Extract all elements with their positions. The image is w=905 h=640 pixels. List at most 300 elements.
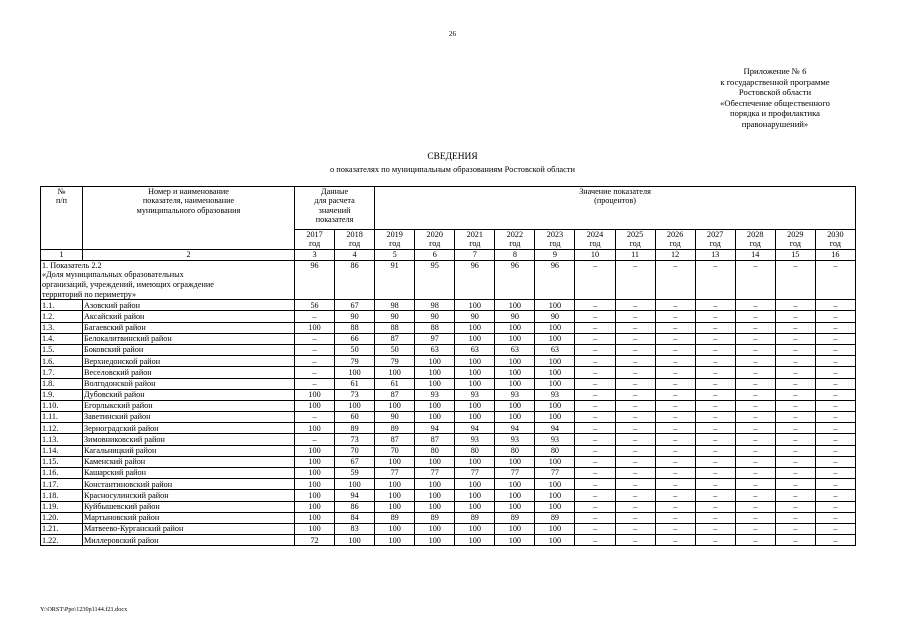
value-cell: 100 xyxy=(335,400,375,411)
appendix-line: «Обеспечение общественного xyxy=(720,97,830,108)
header-value: Значение показателя (процентов) xyxy=(375,187,856,230)
year-header: 2021 год xyxy=(455,230,495,250)
value-cell: 66 xyxy=(335,333,375,344)
value-cell: – xyxy=(815,378,855,389)
value-cell: – xyxy=(655,512,695,523)
value-cell: 100 xyxy=(495,456,535,467)
value-cell: 90 xyxy=(375,412,415,423)
table-row xyxy=(41,479,856,490)
value-cell: 100 xyxy=(455,400,495,411)
value-cell: 100 xyxy=(455,333,495,344)
appendix-line: порядка и профилактика xyxy=(729,108,820,119)
value-cell: 90 xyxy=(375,311,415,322)
value-cell: 100 xyxy=(455,501,495,512)
row-number: 1.2. xyxy=(41,311,83,322)
value-cell: – xyxy=(615,490,655,501)
value-cell: 100 xyxy=(335,479,375,490)
district-name: Багаевский район xyxy=(83,322,295,333)
value-cell: – xyxy=(735,300,775,311)
value-cell: – xyxy=(735,434,775,445)
year-header: 2024 год xyxy=(575,230,615,250)
value-cell: – xyxy=(295,333,335,344)
value-cell: 50 xyxy=(335,344,375,355)
column-number: 14 xyxy=(735,249,775,260)
district-name: Кагальницкий район xyxy=(83,445,295,456)
value-cell: 100 xyxy=(495,412,535,423)
column-number: 11 xyxy=(615,249,655,260)
table-row xyxy=(41,389,856,400)
value-cell: 100 xyxy=(455,356,495,367)
value-cell: 100 xyxy=(535,300,575,311)
appendix-line: к государственной программе xyxy=(720,76,830,87)
value-cell: – xyxy=(775,344,815,355)
value-cell: – xyxy=(775,311,815,322)
value-cell: – xyxy=(655,356,695,367)
value-cell: – xyxy=(295,344,335,355)
value-cell: – xyxy=(775,434,815,445)
value-cell: 87 xyxy=(415,434,455,445)
indicator-value: – xyxy=(615,260,655,299)
value-cell: 100 xyxy=(375,367,415,378)
value-cell: – xyxy=(655,434,695,445)
indicator-value: – xyxy=(655,260,695,299)
value-cell: – xyxy=(575,490,615,501)
value-cell: 100 xyxy=(335,367,375,378)
district-name: Азовский район xyxy=(83,300,295,311)
value-cell: – xyxy=(575,445,615,456)
district-name: Матвеево-Курганский район xyxy=(83,523,295,534)
value-cell: 100 xyxy=(375,400,415,411)
value-cell: 100 xyxy=(295,322,335,333)
value-cell: – xyxy=(575,412,615,423)
value-cell: 61 xyxy=(335,378,375,389)
value-cell: 100 xyxy=(375,535,415,546)
value-cell: – xyxy=(735,344,775,355)
column-number: 7 xyxy=(455,249,495,260)
value-cell: 88 xyxy=(375,322,415,333)
value-cell: 73 xyxy=(335,389,375,400)
value-cell: – xyxy=(655,322,695,333)
value-cell: 50 xyxy=(375,344,415,355)
value-cell: – xyxy=(695,412,735,423)
row-number: 1.7. xyxy=(41,367,83,378)
value-cell: – xyxy=(695,456,735,467)
value-cell: 77 xyxy=(495,468,535,479)
value-cell: 97 xyxy=(415,333,455,344)
value-cell: – xyxy=(655,378,695,389)
appendix-block xyxy=(690,66,860,130)
value-cell: 100 xyxy=(295,512,335,523)
value-cell: 90 xyxy=(455,311,495,322)
value-cell: – xyxy=(735,490,775,501)
value-cell: 100 xyxy=(495,501,535,512)
value-cell: 87 xyxy=(375,389,415,400)
value-cell: – xyxy=(615,445,655,456)
value-cell: 89 xyxy=(375,512,415,523)
value-cell: 100 xyxy=(415,535,455,546)
value-cell: 100 xyxy=(495,400,535,411)
value-cell: 98 xyxy=(375,300,415,311)
value-cell: – xyxy=(695,333,735,344)
value-cell: – xyxy=(615,389,655,400)
value-cell: – xyxy=(655,456,695,467)
value-cell: – xyxy=(815,412,855,423)
indicator-value: – xyxy=(735,260,775,299)
value-cell: – xyxy=(655,523,695,534)
value-cell: – xyxy=(615,512,655,523)
column-number: 4 xyxy=(335,249,375,260)
value-cell: – xyxy=(815,512,855,523)
value-cell: – xyxy=(655,490,695,501)
value-cell: – xyxy=(615,300,655,311)
value-cell: 63 xyxy=(535,344,575,355)
value-cell: – xyxy=(615,479,655,490)
value-cell: 100 xyxy=(495,378,535,389)
value-cell: 100 xyxy=(535,490,575,501)
value-cell: – xyxy=(575,400,615,411)
value-cell: 100 xyxy=(415,456,455,467)
value-cell: 93 xyxy=(535,434,575,445)
year-header: 2026 год xyxy=(655,230,695,250)
value-cell: 100 xyxy=(455,535,495,546)
value-cell: – xyxy=(815,423,855,434)
header-row xyxy=(41,187,856,230)
value-cell: – xyxy=(575,356,615,367)
value-cell: 100 xyxy=(415,490,455,501)
table-row xyxy=(41,423,856,434)
value-cell: 100 xyxy=(495,356,535,367)
value-cell: 100 xyxy=(535,356,575,367)
value-cell: – xyxy=(575,322,615,333)
value-cell: 100 xyxy=(295,490,335,501)
column-number: 1 xyxy=(41,249,83,260)
value-cell: – xyxy=(735,456,775,467)
value-cell: – xyxy=(775,423,815,434)
value-cell: – xyxy=(775,456,815,467)
value-cell: 100 xyxy=(295,479,335,490)
value-cell: 94 xyxy=(495,423,535,434)
value-cell: 100 xyxy=(295,468,335,479)
header-num: № п/п xyxy=(41,187,83,250)
value-cell: 100 xyxy=(495,479,535,490)
value-cell: – xyxy=(615,412,655,423)
value-cell: – xyxy=(815,501,855,512)
value-cell: 100 xyxy=(415,412,455,423)
value-cell: 100 xyxy=(375,456,415,467)
value-cell: – xyxy=(815,367,855,378)
value-cell: – xyxy=(655,389,695,400)
value-cell: – xyxy=(575,468,615,479)
value-cell: 100 xyxy=(535,322,575,333)
value-cell: 89 xyxy=(455,512,495,523)
value-cell: – xyxy=(695,468,735,479)
row-number: 1.19. xyxy=(41,501,83,512)
value-cell: – xyxy=(575,333,615,344)
value-cell: 100 xyxy=(455,367,495,378)
year-header: 2029 год xyxy=(775,230,815,250)
value-cell: 100 xyxy=(295,423,335,434)
value-cell: 88 xyxy=(335,322,375,333)
value-cell: 100 xyxy=(455,322,495,333)
value-cell: 100 xyxy=(295,400,335,411)
district-name: Верхнедонской район xyxy=(83,356,295,367)
year-header: 2019 год xyxy=(375,230,415,250)
value-cell: 100 xyxy=(415,523,455,534)
indicator-value: 95 xyxy=(415,260,455,299)
table-row xyxy=(41,512,856,523)
value-cell: 100 xyxy=(415,501,455,512)
value-cell: – xyxy=(815,490,855,501)
value-cell: 60 xyxy=(335,412,375,423)
value-cell: 100 xyxy=(535,400,575,411)
value-cell: – xyxy=(695,501,735,512)
value-cell: 100 xyxy=(535,479,575,490)
table-row xyxy=(41,333,856,344)
value-cell: – xyxy=(695,356,735,367)
row-number: 1.17. xyxy=(41,479,83,490)
appendix-line: Приложение № 6 xyxy=(743,66,807,76)
value-cell: 94 xyxy=(415,423,455,434)
value-cell: – xyxy=(575,378,615,389)
value-cell: 59 xyxy=(335,468,375,479)
value-cell: 100 xyxy=(415,367,455,378)
district-name: Константиновский район xyxy=(83,479,295,490)
value-cell: 100 xyxy=(495,490,535,501)
table-row xyxy=(41,311,856,322)
value-cell: – xyxy=(295,311,335,322)
value-cell: – xyxy=(615,322,655,333)
value-cell: – xyxy=(695,512,735,523)
column-number: 8 xyxy=(495,249,535,260)
value-cell: 67 xyxy=(335,300,375,311)
value-cell: 90 xyxy=(495,311,535,322)
value-cell: 100 xyxy=(495,535,535,546)
value-cell: – xyxy=(735,367,775,378)
value-cell: – xyxy=(295,378,335,389)
column-number: 12 xyxy=(655,249,695,260)
page-number: 26 xyxy=(449,30,456,38)
value-cell: 93 xyxy=(455,389,495,400)
value-cell: 87 xyxy=(375,333,415,344)
indicator-value: 86 xyxy=(335,260,375,299)
indicator-value: 96 xyxy=(535,260,575,299)
district-name: Красносулинский район xyxy=(83,490,295,501)
table-row xyxy=(41,445,856,456)
indicator-value: 96 xyxy=(295,260,335,299)
value-cell: – xyxy=(815,456,855,467)
value-cell: – xyxy=(695,300,735,311)
value-cell: 100 xyxy=(495,333,535,344)
year-header: 2030 год xyxy=(815,230,855,250)
value-cell: – xyxy=(695,434,735,445)
value-cell: 100 xyxy=(415,356,455,367)
row-number: 1.16. xyxy=(41,468,83,479)
value-cell: – xyxy=(295,434,335,445)
value-cell: 100 xyxy=(455,412,495,423)
row-number: 1.4. xyxy=(41,333,83,344)
value-cell: – xyxy=(575,367,615,378)
district-name: Белокалитвинский район xyxy=(83,333,295,344)
row-number: 1.15. xyxy=(41,456,83,467)
table-row xyxy=(41,523,856,534)
value-cell: – xyxy=(655,535,695,546)
value-cell: – xyxy=(775,445,815,456)
value-cell: – xyxy=(655,311,695,322)
value-cell: 93 xyxy=(455,434,495,445)
district-name: Кашарский район xyxy=(83,468,295,479)
column-number: 9 xyxy=(535,249,575,260)
value-cell: 100 xyxy=(535,333,575,344)
value-cell: 100 xyxy=(295,523,335,534)
value-cell: 70 xyxy=(335,445,375,456)
value-cell: – xyxy=(655,468,695,479)
district-name: Зимовниковский район xyxy=(83,434,295,445)
value-cell: 98 xyxy=(415,300,455,311)
value-cell: 63 xyxy=(415,344,455,355)
value-cell: 100 xyxy=(375,479,415,490)
value-cell: 83 xyxy=(335,523,375,534)
value-cell: – xyxy=(695,344,735,355)
value-cell: – xyxy=(655,423,695,434)
value-cell: – xyxy=(735,479,775,490)
value-cell: 56 xyxy=(295,300,335,311)
value-cell: 100 xyxy=(535,501,575,512)
district-name: Волгодонской район xyxy=(83,378,295,389)
value-cell: 100 xyxy=(455,378,495,389)
value-cell: – xyxy=(695,378,735,389)
row-number: 1.6. xyxy=(41,356,83,367)
value-cell: – xyxy=(695,445,735,456)
value-cell: – xyxy=(735,423,775,434)
value-cell: 93 xyxy=(495,389,535,400)
value-cell: 77 xyxy=(535,468,575,479)
value-cell: – xyxy=(575,479,615,490)
value-cell: 89 xyxy=(375,423,415,434)
value-cell: – xyxy=(575,434,615,445)
value-cell: – xyxy=(815,400,855,411)
value-cell: – xyxy=(775,501,815,512)
row-number: 1.21. xyxy=(41,523,83,534)
value-cell: – xyxy=(815,344,855,355)
indicators-table xyxy=(40,186,856,546)
value-cell: – xyxy=(615,456,655,467)
row-number: 1.5. xyxy=(41,344,83,355)
value-cell: – xyxy=(735,468,775,479)
value-cell: 100 xyxy=(295,501,335,512)
value-cell: – xyxy=(615,501,655,512)
table-row xyxy=(41,434,856,445)
value-cell: 77 xyxy=(375,468,415,479)
column-number: 2 xyxy=(83,249,295,260)
value-cell: – xyxy=(815,445,855,456)
value-cell: – xyxy=(735,501,775,512)
value-cell: – xyxy=(775,479,815,490)
district-name: Дубовский район xyxy=(83,389,295,400)
value-cell: – xyxy=(575,344,615,355)
row-number: 1.11. xyxy=(41,412,83,423)
value-cell: 100 xyxy=(535,378,575,389)
year-header: 2020 год xyxy=(415,230,455,250)
value-cell: 94 xyxy=(535,423,575,434)
value-cell: – xyxy=(615,434,655,445)
value-cell: 100 xyxy=(455,479,495,490)
value-cell: 100 xyxy=(335,535,375,546)
value-cell: – xyxy=(615,535,655,546)
indicator-value: 96 xyxy=(495,260,535,299)
year-header: 2023 год xyxy=(535,230,575,250)
indicator-value: – xyxy=(815,260,855,299)
value-cell: – xyxy=(615,378,655,389)
document-title: СВЕДЕНИЯ xyxy=(427,152,478,162)
value-cell: – xyxy=(615,311,655,322)
value-cell: 89 xyxy=(495,512,535,523)
column-numbers-row xyxy=(41,249,856,260)
value-cell: – xyxy=(695,311,735,322)
value-cell: 100 xyxy=(295,456,335,467)
value-cell: 90 xyxy=(335,311,375,322)
value-cell: – xyxy=(615,333,655,344)
value-cell: 70 xyxy=(375,445,415,456)
value-cell: – xyxy=(575,456,615,467)
value-cell: – xyxy=(775,412,815,423)
value-cell: – xyxy=(735,523,775,534)
value-cell: – xyxy=(295,412,335,423)
value-cell: – xyxy=(655,300,695,311)
value-cell: – xyxy=(695,400,735,411)
value-cell: – xyxy=(615,367,655,378)
district-name: Мартыновский район xyxy=(83,512,295,523)
value-cell: – xyxy=(655,445,695,456)
district-name: Аксайский район xyxy=(83,311,295,322)
value-cell: – xyxy=(695,490,735,501)
value-cell: 79 xyxy=(375,356,415,367)
value-cell: – xyxy=(735,378,775,389)
value-cell: 100 xyxy=(535,456,575,467)
header-data-calc: Данные для расчета значений показателя xyxy=(295,187,375,230)
value-cell: – xyxy=(815,322,855,333)
value-cell: – xyxy=(735,412,775,423)
row-number: 1.14. xyxy=(41,445,83,456)
row-number: 1.22. xyxy=(41,535,83,546)
row-number: 1.13. xyxy=(41,434,83,445)
value-cell: – xyxy=(735,400,775,411)
district-name: Миллеровский район xyxy=(83,535,295,546)
value-cell: 94 xyxy=(335,490,375,501)
indicator-value: – xyxy=(695,260,735,299)
value-cell: 79 xyxy=(335,356,375,367)
value-cell: – xyxy=(775,356,815,367)
value-cell: – xyxy=(815,356,855,367)
value-cell: 100 xyxy=(415,400,455,411)
value-cell: 72 xyxy=(295,535,335,546)
value-cell: – xyxy=(655,501,695,512)
value-cell: – xyxy=(655,333,695,344)
value-cell: – xyxy=(615,344,655,355)
value-cell: – xyxy=(735,535,775,546)
value-cell: – xyxy=(695,322,735,333)
value-cell: 61 xyxy=(375,378,415,389)
value-cell: 100 xyxy=(455,523,495,534)
year-header: 2025 год xyxy=(615,230,655,250)
value-cell: 77 xyxy=(455,468,495,479)
value-cell: 100 xyxy=(455,490,495,501)
value-cell: 100 xyxy=(295,389,335,400)
value-cell: 88 xyxy=(415,322,455,333)
indicator-value: – xyxy=(575,260,615,299)
value-cell: 80 xyxy=(455,445,495,456)
table-row xyxy=(41,535,856,546)
row-number: 1.10. xyxy=(41,400,83,411)
